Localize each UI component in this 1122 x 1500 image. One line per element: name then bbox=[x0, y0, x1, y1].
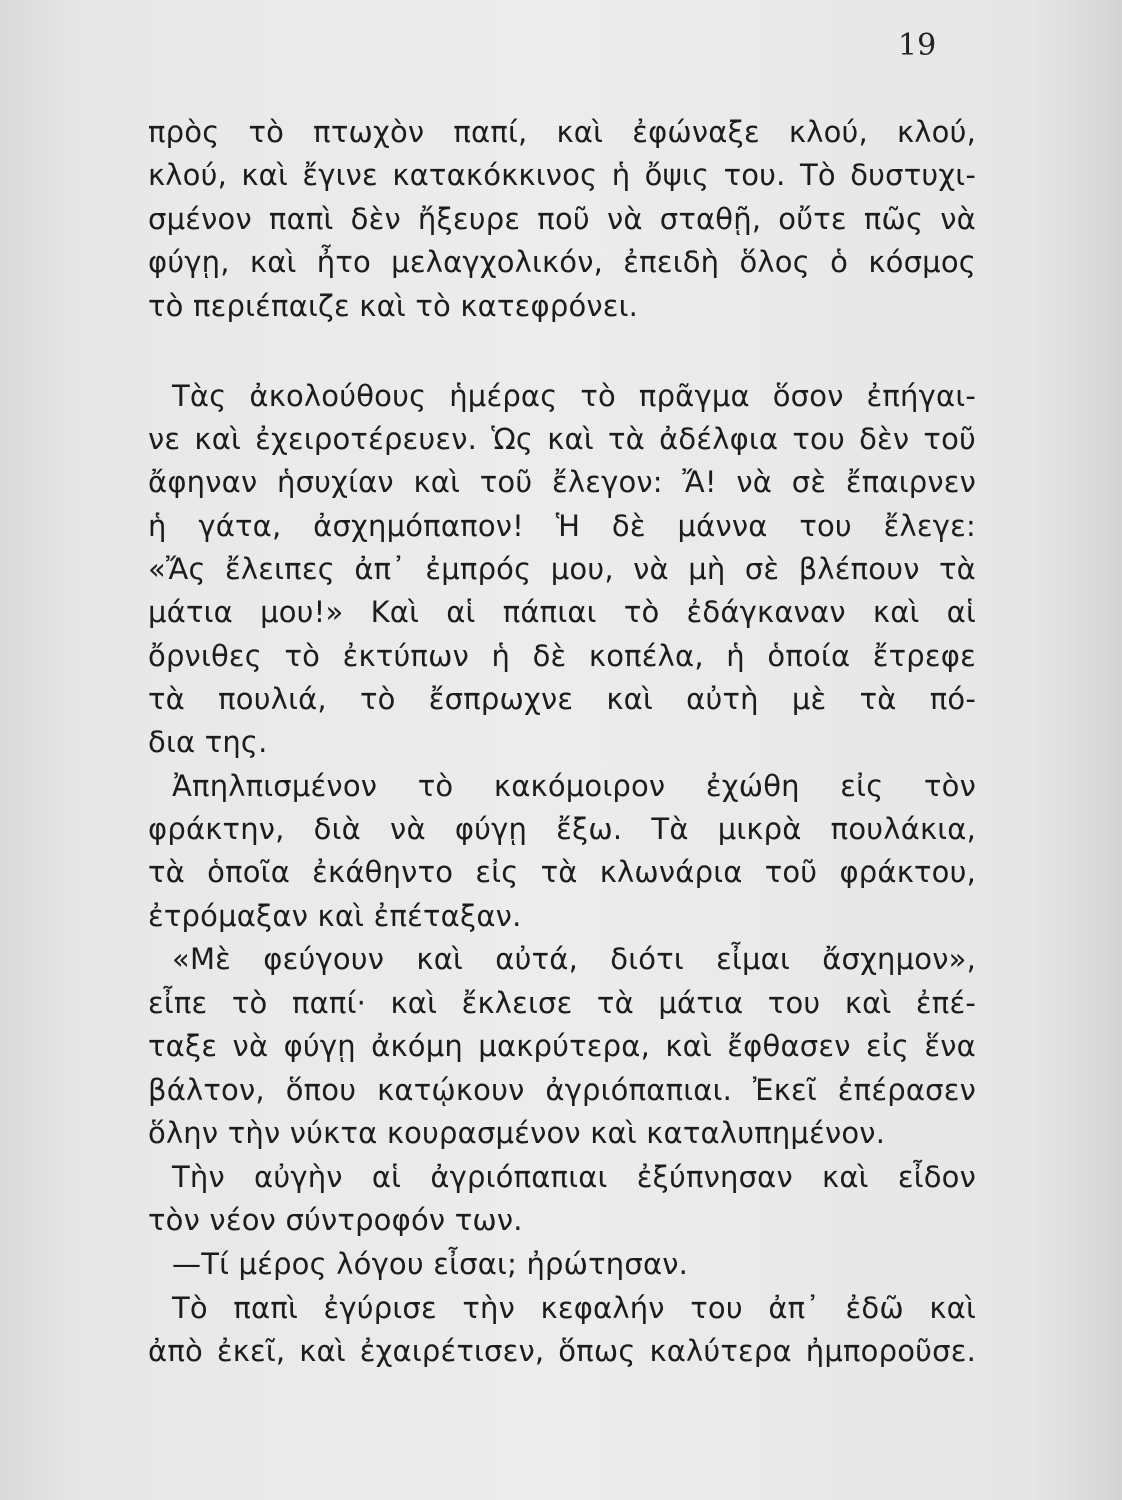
text-line: εἶπε τὸ παπί· καὶ ἔκλεισε τὰ μάτια του καὶ ἐπέ- bbox=[148, 986, 976, 1020]
text-line: «Μὲ φεύγουν καὶ αὐτά, διότι εἶμαι ἄσχημον», bbox=[172, 942, 976, 976]
text-line: τὰ πουλιά, τὸ ἔσπρωχνε καὶ αὐτὴ μὲ τὰ πό- bbox=[148, 682, 976, 716]
text-line: τὰ ὁποῖα ἐκάθηντο εἰς τὰ κλωνάρια τοῦ φράκτου, bbox=[148, 855, 976, 889]
text-line: ἄφηναν ἡσυχίαν καὶ τοῦ ἔλεγον: Ἄ! νὰ σὲ ἔπαιρνεν bbox=[148, 465, 976, 499]
text-line: τὸν νέον σύντροφόν των. bbox=[148, 1203, 523, 1237]
text-line: Τὰς ἀκολούθους ἡμέρας τὸ πρᾶγμα ὅσον ἐπήγαι- bbox=[172, 379, 976, 413]
text-line: ὅλην τὴν νύκτα κουρασμένον καὶ καταλυπημένον. bbox=[148, 1116, 886, 1150]
text-line: ταξε νὰ φύγῃ ἀκόμη μακρύτερα, καὶ ἔφθασεν εἰς ἕνα bbox=[148, 1029, 976, 1063]
text-line: κλού, καὶ ἔγινε κατακόκκινος ἡ ὄψις του. Τὸ δυστυχι- bbox=[148, 158, 976, 192]
text-line: «Ἄς ἔλειπες ἀπ᾽ ἐμπρός μου, νὰ μὴ σὲ βλέπουν τὰ bbox=[148, 552, 976, 586]
page-number: 19 bbox=[898, 28, 937, 63]
text-line: φράκτην, διὰ νὰ φύγῃ ἔξω. Τὰ μικρὰ πουλάκια, bbox=[148, 812, 976, 846]
text-line: ἐτρόμαξαν καὶ ἐπέταξαν. bbox=[148, 899, 522, 933]
text-line: μάτια μου!» Καὶ αἱ πάπιαι τὸ ἐδάγκαναν καὶ αἱ bbox=[148, 595, 976, 629]
text-line: βάλτον, ὅπου κατῴκουν ἀγριόπαπιαι. Ἐκεῖ ἐπέρασεν bbox=[148, 1073, 976, 1107]
text-line: δια της. bbox=[148, 725, 268, 759]
text-line: Ἀπηλπισμένον τὸ κακόμοιρον ἐχώθη εἰς τὸν bbox=[172, 769, 976, 803]
text-line: Τὴν αὐγὴν αἱ ἀγριόπαπιαι ἐξύπνησαν καὶ εἶδον bbox=[172, 1160, 976, 1194]
text-line: ἀπὸ ἐκεῖ, καὶ ἐχαιρέτισεν, ὅπως καλύτερα ἠμποροῦσε. bbox=[148, 1334, 976, 1368]
text-line: σμένον παπὶ δὲν ἤξευρε ποῦ νὰ σταθῇ, οὔτε πῶς νὰ bbox=[148, 202, 976, 236]
text-line: —Τί μέρος λόγου εἶσαι; ἠρώτησαν. bbox=[172, 1247, 689, 1281]
text-line: φύγῃ, καὶ ἦτο μελαγχολικόν, ἐπειδὴ ὅλος ὁ κόσμος bbox=[148, 245, 976, 279]
text-line: ἡ γάτα, ἀσχημόπαπον! Ἡ δὲ μάννα του ἔλεγε: bbox=[148, 509, 976, 543]
text-line: πρὸς τὸ πτωχὸν παπί, καὶ ἐφώναξε κλού, κλού, bbox=[148, 115, 976, 149]
text-line: τὸ περιέπαιζε καὶ τὸ κατεφρόνει. bbox=[148, 289, 639, 323]
text-line: νε καὶ ἐχειροτέρευεν. Ὡς καὶ τὰ ἀδέλφια του δὲν τοῦ bbox=[148, 422, 976, 456]
text-line: ὄρνιθες τὸ ἐκτύπων ἡ δὲ κοπέλα, ἡ ὁποία ἔτρεφε bbox=[148, 639, 976, 673]
text-line: Τὸ παπὶ ἐγύρισε τὴν κεφαλήν του ἀπ᾽ ἐδῶ καὶ bbox=[172, 1291, 976, 1325]
